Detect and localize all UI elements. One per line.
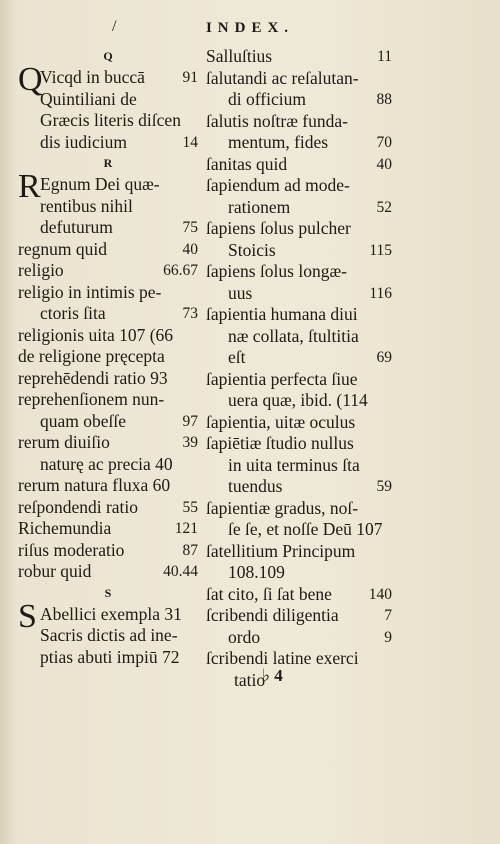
index-entry (18, 518, 198, 540)
page-reference: 70 (376, 134, 392, 151)
index-entry (18, 303, 198, 325)
page-reference: 116 (369, 284, 392, 302)
index-entry (18, 561, 198, 583)
index-entry (206, 412, 392, 434)
index-entry (206, 111, 392, 133)
entry-text: næ collata, ſtultitia (228, 325, 359, 346)
index-entry (18, 325, 198, 347)
entry-text: tuendus (228, 476, 283, 496)
entry-text: rerum natura fluxa 60 (18, 475, 171, 495)
page-reference: 9 (384, 628, 392, 646)
page-reference: 40 (376, 155, 392, 173)
index-entry (206, 304, 392, 326)
entry-text: robur quid (18, 561, 92, 581)
index-entry (18, 132, 198, 154)
page-reference: 55 (182, 498, 198, 516)
index-entry (18, 411, 198, 433)
index-entry (206, 46, 392, 68)
index-entry (18, 260, 198, 282)
page-reference: 121 (174, 520, 198, 537)
entry-text: quam obeſſe (40, 410, 127, 431)
entry-text: 108.109 (228, 562, 285, 582)
drop-capital: S (18, 597, 37, 635)
entry-text: rerum diuiſio (18, 432, 110, 452)
entry-text: uera quæ, ibid. (114 (228, 390, 368, 410)
entry-text: eſt (228, 347, 246, 367)
entry-text: rationem (228, 196, 291, 217)
page-reference: 91 (182, 69, 198, 86)
page-reference: 40 (182, 240, 198, 258)
entry-text: ſapiens ſolus pulcher (206, 218, 351, 238)
index-entry (206, 89, 392, 111)
section-letter-heading: Q (103, 49, 113, 63)
page-reference: 66.67 (163, 262, 198, 279)
entry-text: di officium (228, 89, 306, 109)
entry-text: ſe ſe, et noſſe Deū 107 (228, 519, 383, 539)
entry-text: ſalutandi ac reſalutan- (206, 67, 359, 88)
drop-capital: R (18, 168, 41, 205)
entry-text: defuturum (40, 217, 113, 237)
index-entry (18, 239, 198, 261)
entry-text: Richemundia (18, 518, 112, 538)
entry-text: Græcis literis diſcen (40, 110, 181, 130)
entry-text: ſapientiæ gradus, noſ- (206, 497, 359, 518)
index-entry (206, 476, 392, 498)
index-entry (18, 389, 198, 411)
entry-text: Sacris dictis ad ine- (40, 625, 178, 645)
folio-mark: / (112, 18, 117, 35)
entry-text: ptias abuti impiū 72 (40, 646, 180, 667)
index-entry (206, 197, 392, 219)
index-entry (206, 562, 392, 584)
entry-text: dis iudicium (40, 131, 128, 152)
entry-text: regnum quid (18, 238, 107, 259)
entry-text: tatio (234, 669, 266, 690)
entry-text: reprehēdendi ratio 93 (18, 367, 168, 388)
entry-text: reprehenſionem nun- (18, 389, 165, 409)
page-reference: 52 (376, 198, 392, 216)
index-entry (206, 369, 392, 391)
entry-text: Egnum Dei quæ- (40, 174, 160, 194)
entry-text: ſanitas quid (206, 153, 288, 174)
entry-text: naturę ac precia 40 (40, 453, 173, 474)
page-reference: 88 (376, 91, 392, 108)
entry-text: ſalutis noſtræ funda- (206, 110, 348, 131)
index-entry (206, 455, 392, 477)
page-reference: 140 (368, 585, 392, 603)
entry-text: ſapiendum ad mode- (206, 175, 350, 195)
entry-text: Abellici exempla 31 (40, 603, 182, 624)
index-entry (206, 218, 392, 240)
entry-text: Vicqd in buccā (40, 67, 145, 87)
entry-text: ſapiētiæ ſtudio nullus (206, 433, 354, 453)
index-entry (18, 110, 198, 132)
index-entry (206, 283, 392, 305)
index-entry (206, 433, 392, 455)
entry-text: in uita terminus ſta (228, 454, 360, 475)
index-entry (206, 541, 392, 563)
entry-text: religio in intimis pe- (18, 281, 162, 302)
entry-text: religionis uita 107 (66 (18, 324, 174, 345)
index-entry (18, 432, 198, 454)
index-entry (206, 519, 392, 541)
index-column-left (18, 46, 198, 668)
entry-text: ordo (228, 626, 261, 647)
index-entry (18, 497, 198, 519)
index-entry (206, 648, 392, 670)
index-entry (206, 132, 392, 154)
section-letter-heading: S (104, 585, 112, 600)
index-entry (18, 647, 198, 669)
index-entry (18, 217, 198, 239)
index-entry (18, 475, 198, 497)
entry-text: ſcribendi diligentia (206, 605, 339, 625)
index-entry (18, 61, 198, 98)
index-entry (18, 168, 198, 205)
entry-text: reſpondendi ratio (18, 496, 139, 517)
index-entry (206, 68, 392, 90)
page-reference: 69 (376, 349, 392, 366)
index-entry (206, 154, 392, 176)
entry-text: Stoicis (228, 239, 276, 260)
entry-text: ſapientia, uitæ oculus (206, 411, 356, 432)
page-reference: 40.44 (163, 563, 198, 580)
index-entry (206, 240, 392, 262)
index-entry (18, 454, 198, 476)
entry-text: ſat cito, ſi ſat bene (206, 583, 332, 604)
entry-text: ctoris ſita (40, 303, 106, 323)
entry-text: ſatellitium Principum (206, 540, 356, 561)
index-entry (206, 584, 392, 606)
page-reference: 73 (182, 305, 198, 322)
page-reference: 115 (369, 241, 392, 259)
page-reference: 14 (182, 133, 198, 151)
entry-text: ſcribendi latine exerci (206, 648, 359, 668)
entry-text: ſapientia perfecta ſiue (206, 368, 358, 389)
page-reference: 7 (384, 607, 392, 624)
index-entry (18, 282, 198, 304)
entry-text: de religione pręcepta (18, 346, 165, 366)
index-entry (206, 261, 392, 283)
entry-text: uus (228, 282, 253, 303)
section-letter-heading: R (103, 156, 113, 170)
entry-text: religio (18, 260, 64, 280)
index-entry (206, 670, 392, 692)
entry-text: Salluſtius (206, 46, 273, 66)
page-reference: 39 (182, 434, 198, 451)
page-reference: 11 (377, 48, 392, 65)
entry-text: rentibus nihil (40, 195, 133, 216)
entry-text: ſapiens ſolus longæ- (206, 261, 347, 281)
signature-mark: ♭ 4 (262, 666, 283, 685)
index-entry (206, 326, 392, 348)
entry-text: Quintiliani de (40, 88, 137, 109)
index-entry (18, 625, 198, 647)
index-column-right (206, 46, 392, 691)
index-entry (206, 498, 392, 520)
entry-text: riſus moderatio (18, 539, 125, 560)
index-entry (206, 627, 392, 649)
entry-text: mentum, fides (228, 132, 329, 152)
page-reference: 59 (376, 478, 392, 495)
drop-capital: Q (18, 61, 43, 98)
index-entry (18, 346, 198, 368)
index-entry (18, 368, 198, 390)
index-entry (18, 540, 198, 562)
page-reference: 97 (182, 412, 198, 430)
index-entry (206, 390, 392, 412)
page-reference: 87 (182, 541, 198, 559)
entry-text: ſapientia humana diui (206, 304, 358, 324)
index-entry (206, 347, 392, 369)
page-reference: 75 (182, 219, 198, 236)
index-entry (206, 175, 392, 197)
index-entry (18, 196, 198, 218)
index-entry (206, 605, 392, 627)
running-head: INDEX. (205, 20, 295, 36)
index-entry (18, 89, 198, 111)
